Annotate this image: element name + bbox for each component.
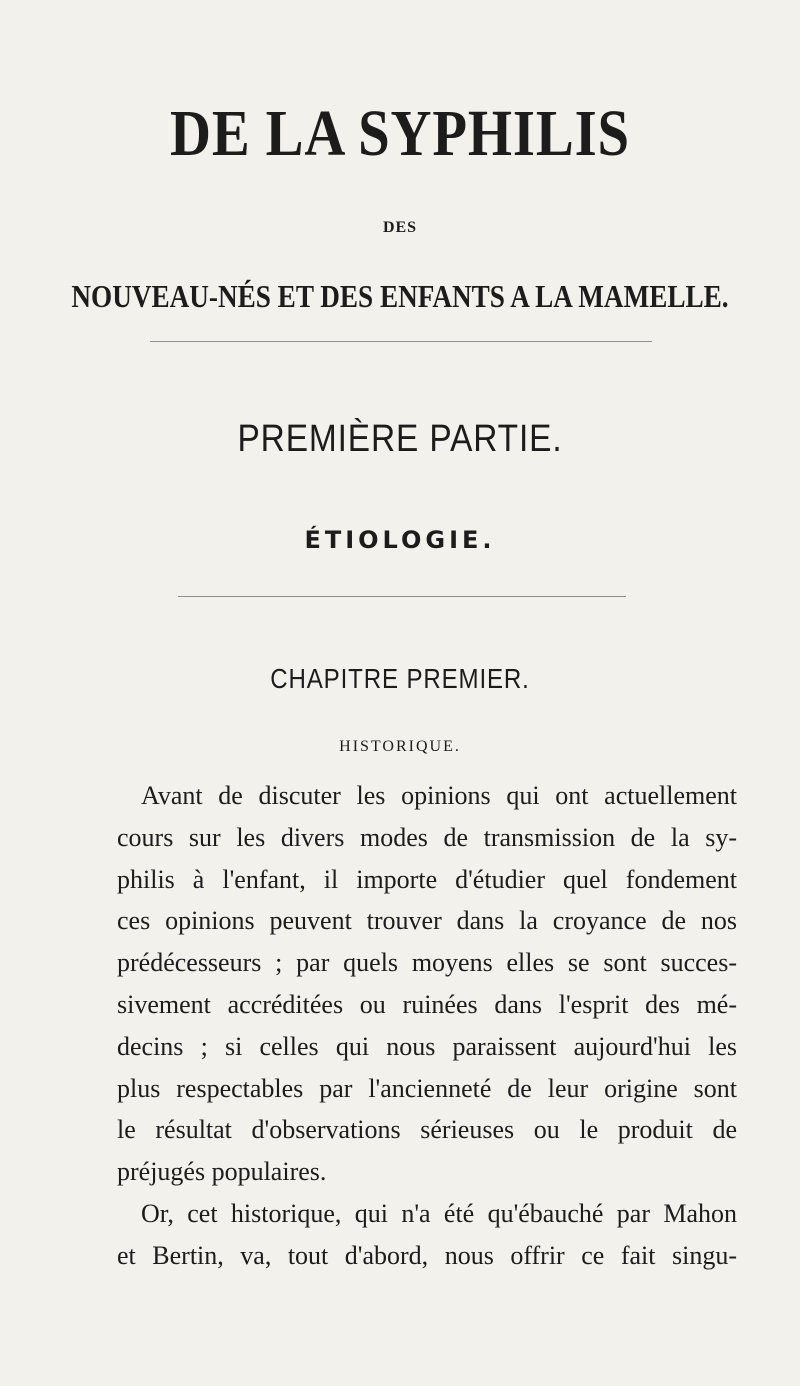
section-heading: ÉTIOLOGIE. (304, 526, 496, 554)
chapter-subtitle: HISTORIQUE. (339, 738, 461, 755)
title-connector: DES (382, 219, 418, 236)
chapter-heading: CHAPITRE PREMIER. (270, 663, 530, 694)
divider-rule (178, 596, 626, 597)
text-line: ces opinions peuvent trouver dans la croyance de nos (117, 906, 737, 936)
text-line: plus respectables par l'ancienneté de leur origine sont (117, 1073, 737, 1103)
text-line: le résultat d'observations sérieuses ou le produit de (117, 1115, 737, 1145)
text-line: decins ; si celles qui nous paraissent aujourd'hui les (117, 1031, 737, 1061)
body-text (117, 775, 737, 1277)
part-heading: PREMIÈRE PARTIE. (237, 418, 563, 460)
text-line: Avant de discuter les opinions qui ont actuellement (141, 781, 737, 810)
page-title: DE LA SYPHILIS (170, 97, 630, 170)
text-line: sivement accréditées ou ruinées dans l'esprit des mé- (117, 989, 737, 1019)
divider-rule (150, 341, 652, 342)
text-line: et Bertin, va, tout d'abord, nous offrir ce fait singu- (117, 1240, 737, 1270)
page-subtitle: NOUVEAU-NÉS ET DES ENFANTS A LA MAMELLE. (71, 278, 729, 314)
text-line: préjugés populaires. (117, 1157, 327, 1187)
text-line: cours sur les divers modes de transmission de la sy- (117, 822, 737, 852)
text-line: prédécesseurs ; par quels moyens elles se sont succes- (117, 948, 737, 978)
text-line: Or, cet historique, qui n'a été qu'ébauché par Mahon (141, 1198, 737, 1228)
text-line: philis à l'enfant, il importe d'étudier quel fondement (117, 864, 737, 894)
